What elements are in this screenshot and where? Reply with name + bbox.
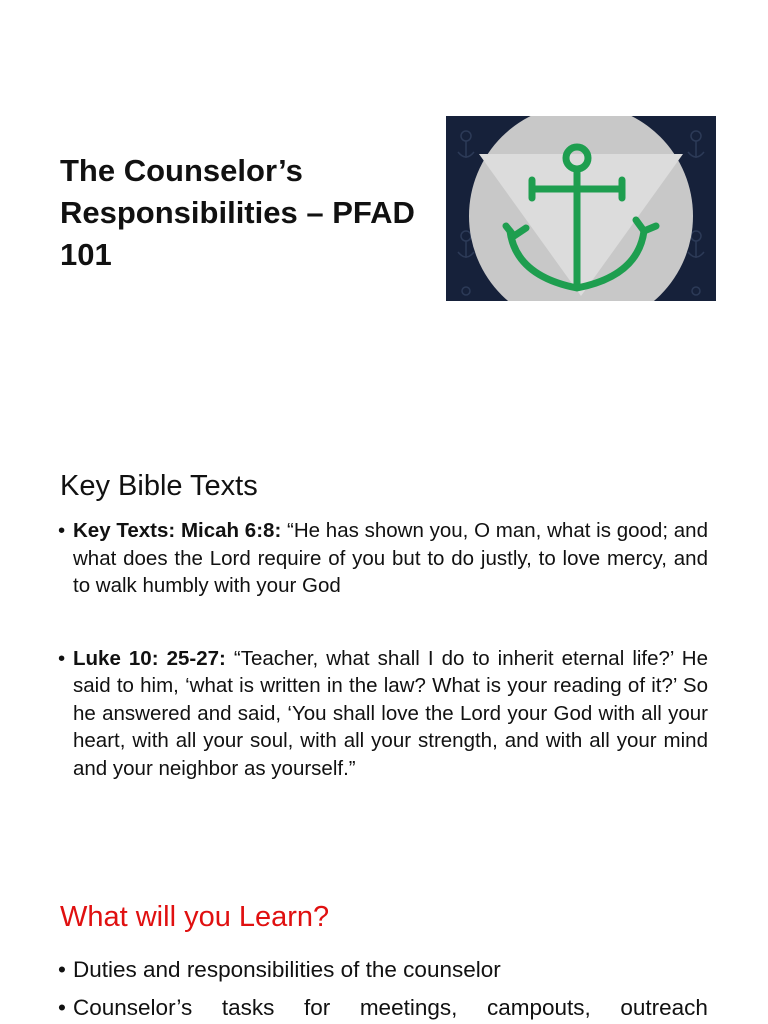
learning-goals-list — [58, 955, 708, 1023]
word: tasks — [221, 995, 275, 1020]
list-item: • Duties and responsibilities of the counselor — [58, 955, 708, 985]
tasks-line — [73, 993, 708, 1023]
slide-title — [60, 150, 440, 276]
word: for — [303, 995, 331, 1020]
anchor-logo — [446, 116, 716, 301]
title-line-3: 101 — [60, 237, 112, 272]
word: outreach — [620, 995, 708, 1020]
word: meetings, — [359, 995, 458, 1020]
title-line-1: The Counselor’s — [60, 153, 303, 188]
bible-text-list — [58, 517, 708, 782]
micah-quote: “He has shown you, O man, what is good; and what does the Lord require of you but to do justly, to love mercy, and to walk humbly with your God — [73, 519, 708, 597]
title-line-2: Responsibilities – PFAD — [60, 195, 415, 230]
luke-quote: “Teacher, what shall I do to inherit eternal life?’ He said to him, ‘what is written in the law? What is your reading of it?’ So he answered and said, ‘You shall love the Lord your God with all your heart, with all your soul, with all your strength, and with all your mind and your neighbor as yourself.” — [73, 646, 708, 780]
title-slide — [0, 0, 768, 440]
word: campouts, — [486, 995, 591, 1020]
luke-reference: Luke 10: 25-27: — [73, 646, 226, 670]
micah-reference: Key Texts: Micah 6:8: — [73, 519, 282, 542]
learning-goals-slide — [0, 860, 768, 1024]
learning-goals-heading: What will you Learn? — [60, 901, 330, 933]
word: • Counselor’s — [73, 995, 193, 1020]
anchor-icon — [446, 116, 716, 301]
list-item — [58, 517, 708, 600]
list-item — [58, 645, 708, 783]
key-bible-texts-heading: Key Bible Texts — [60, 470, 258, 502]
key-bible-texts-slide — [0, 440, 768, 860]
list-item — [58, 993, 708, 1023]
